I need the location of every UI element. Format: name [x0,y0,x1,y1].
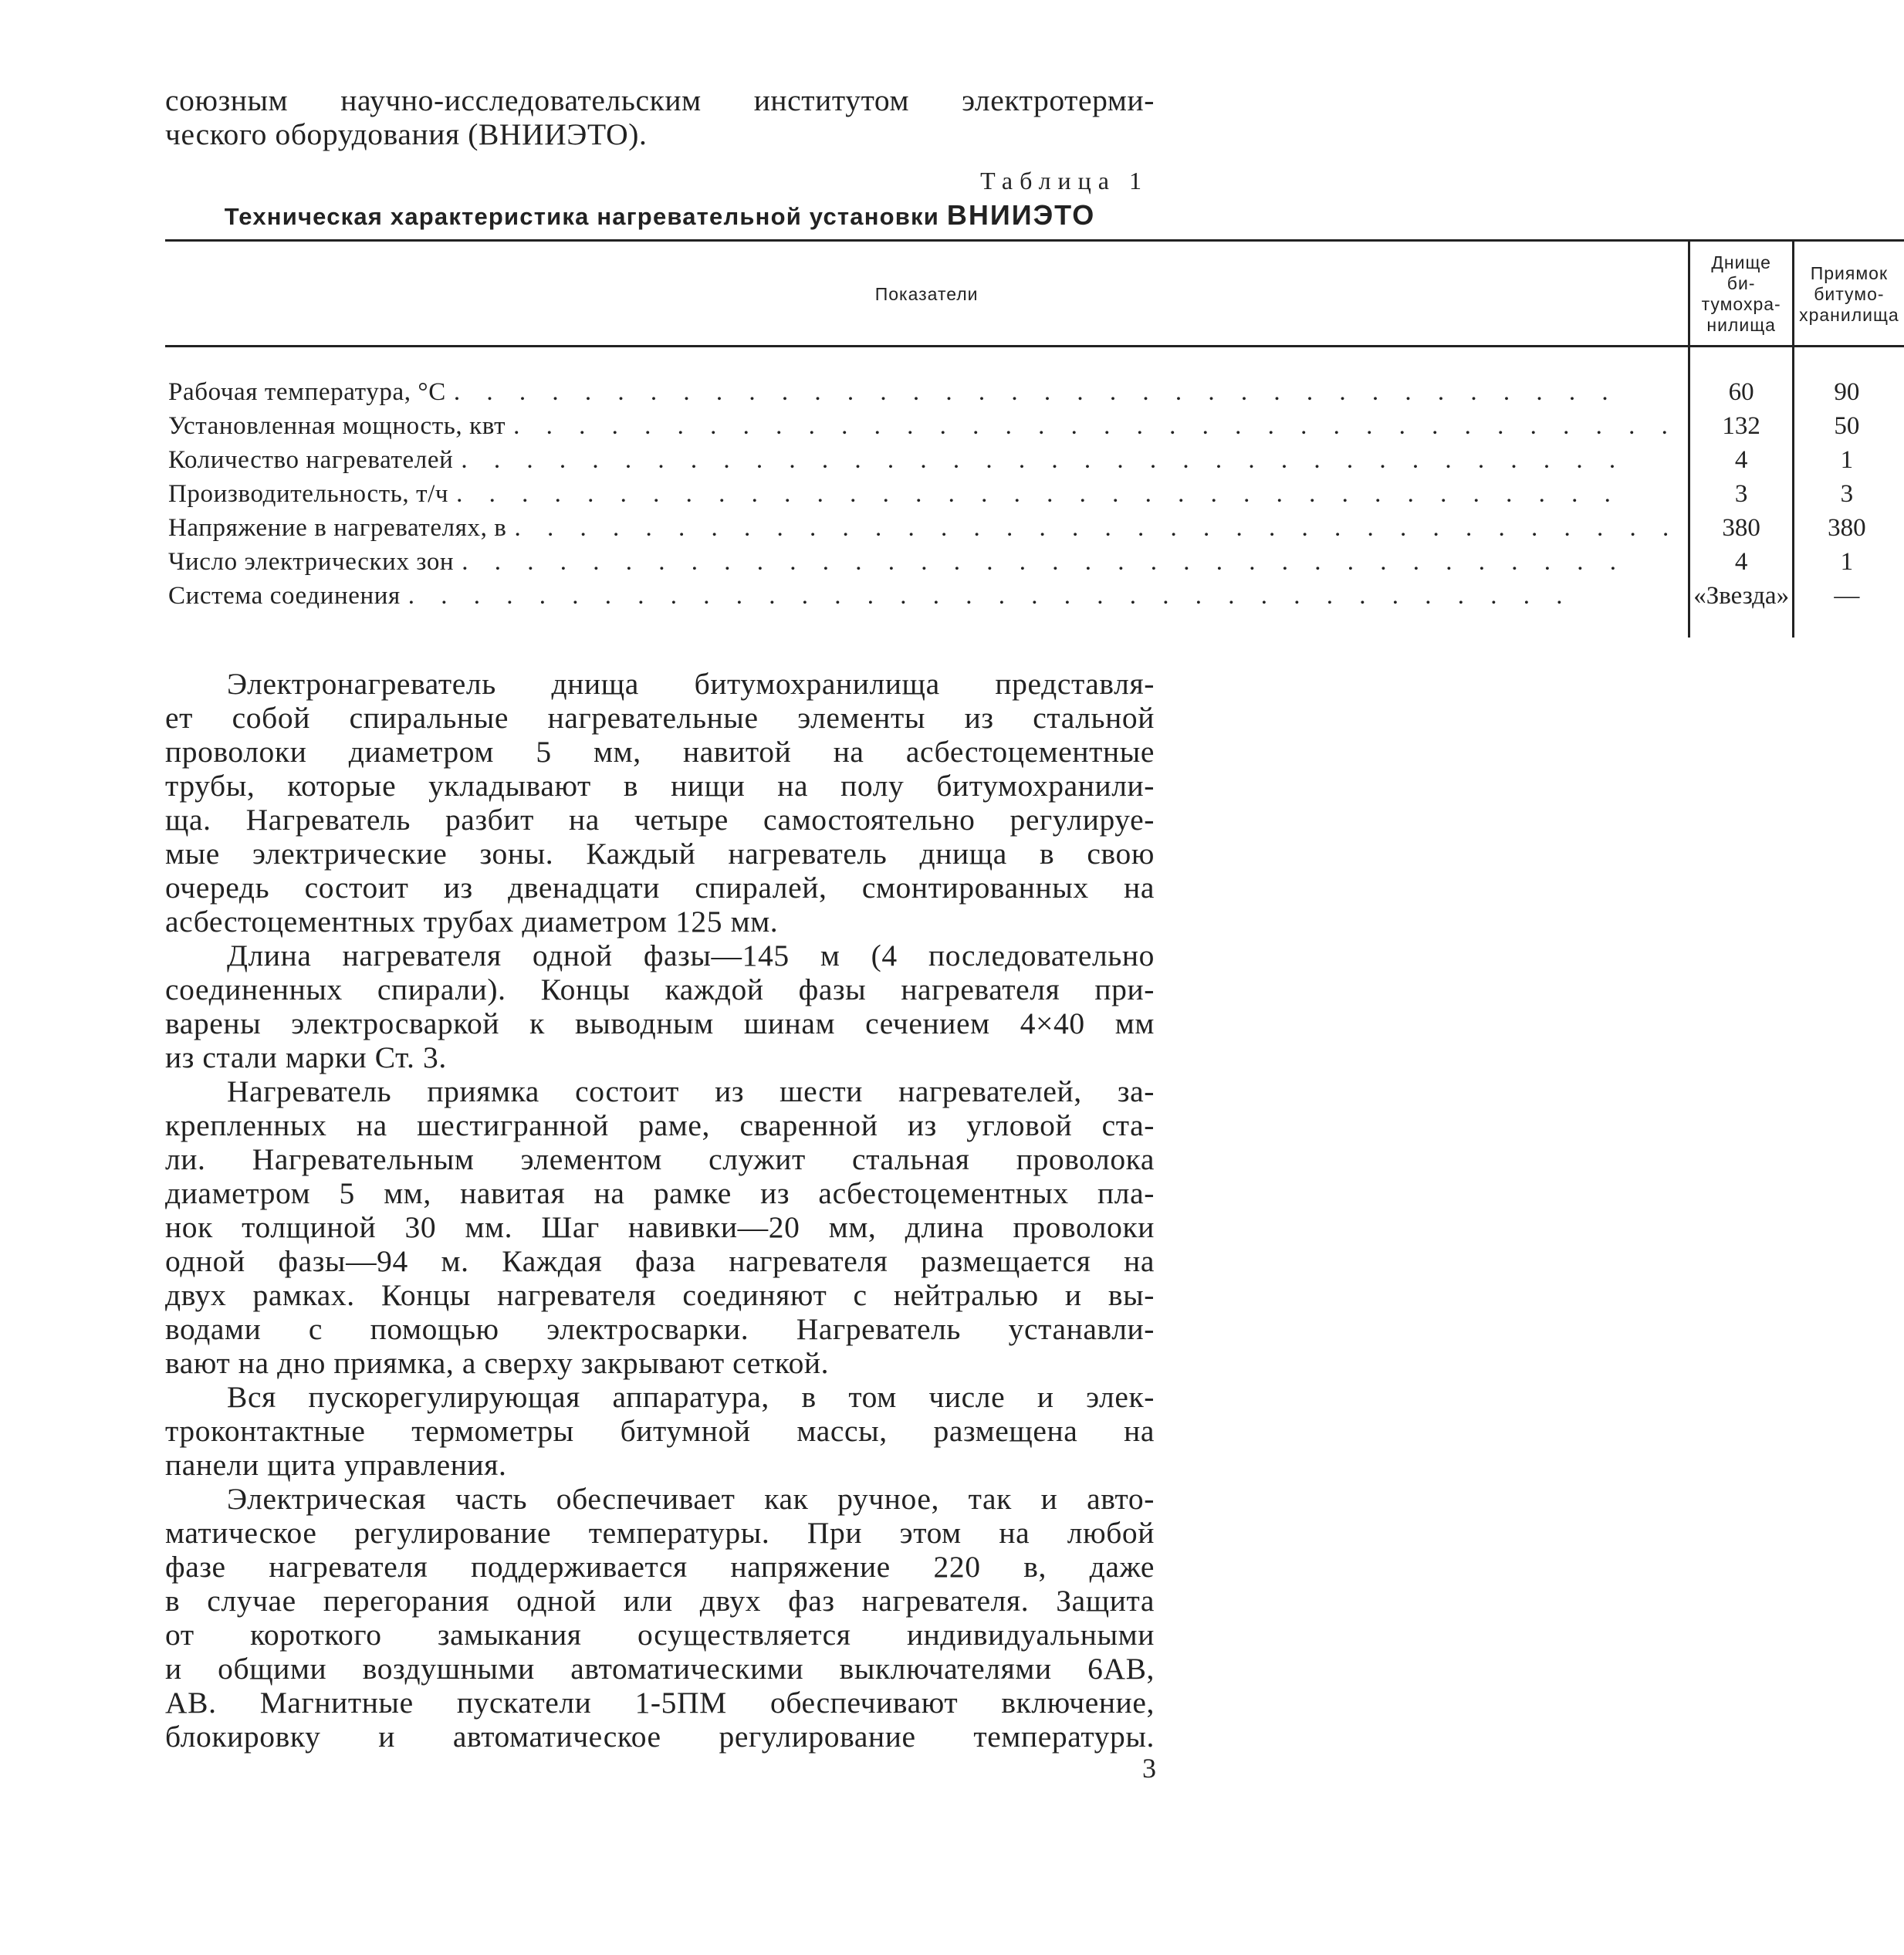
row-label-text: Производительность, т/ч [168,480,449,508]
leader-dots [513,409,1679,443]
header-line: нилища [1706,315,1776,335]
table-row [165,409,1904,443]
text-line: и общими воздушными автоматическими выключателями 6АВ, [165,1652,1155,1686]
text-line: мые электрические зоны. Каждый нагреватель днища в свою [165,837,1155,871]
text-line: очередь состоит из двенадцати спиралей, смонтированных на [165,871,1155,905]
row-label-text: Количество нагревателей [168,446,454,474]
row-label-text: Система соединения [168,582,401,610]
text-line: Электрическая часть обеспечивает как ручное, так и авто- [227,1482,1155,1516]
text-line: из стали марки Ст. 3. [165,1040,447,1074]
paragraph [165,1380,1155,1482]
text-line: матическое регулирование температуры. При этом на любой [165,1516,1155,1550]
cell-bottom-value: 3 [1689,477,1794,511]
text-line: ческого оборудования (ВНИИЭТО). [165,117,648,151]
text-line: ли. Нагревательным элементом служит стальная проволока [165,1142,1155,1176]
text-line: трубы, которые укладывают в нищи на полу битумохранили- [165,769,1155,803]
text-line: в случае перегорания одной или двух фаз нагревателя. Защита [165,1584,1155,1618]
cell-bottom-value: «Звезда» [1689,579,1794,638]
text-line: ща. Нагреватель разбит на четыре самостоятельно регулируе- [165,803,1155,837]
paragraph [165,939,1155,1074]
header-line: тумохра- [1701,294,1781,314]
leader-dots [461,443,1679,477]
row-label-text: Установленная мощность, квт [168,412,506,440]
table-title-name: ВНИИЭТО [946,199,1096,231]
text-line: вают на дно приямка, а сверху закрывают сеткой. [165,1346,830,1380]
table-title-text: Техническая характеристика нагревательной установки [224,203,939,230]
row-label [165,477,1689,511]
body-text [165,667,1155,1754]
cell-pit-value: 50 [1794,409,1904,443]
cell-bottom-value: 4 [1689,545,1794,579]
cell-bottom-value: 60 [1689,347,1794,410]
cell-pit-value: 90 [1794,347,1904,410]
text-line: двух рамках. Концы нагревателя соединяют с нейтралью и вы- [165,1278,1155,1312]
leader-dots [454,375,1679,409]
leader-dots [456,477,1679,511]
cell-bottom-value: 132 [1689,409,1794,443]
text-line: союзным научно-исследовательским институтом электротерми- [165,83,1155,117]
text-line: нок толщиной 30 мм. Шаг навивки—20 мм, длина проволоки [165,1210,1155,1244]
text-line: АВ. Магнитные пускатели 1-5ПМ обеспечивают включение, [165,1686,1155,1720]
header-line: битумо- [1814,283,1885,304]
text-line: панели щита управления. [165,1448,507,1482]
row-label [165,579,1689,638]
text-line: Электронагреватель днища битумохранилища представля- [227,667,1155,701]
text-line: Вся пускорегулирующая аппаратура, в том числе и элек- [227,1380,1155,1414]
header-bottom-storage [1689,241,1794,347]
table-title [165,201,1155,232]
page-number: 3 [1142,1753,1156,1784]
text-line: крепленных на шестигранной раме, сваренной из угловой ста- [165,1108,1155,1142]
text-line: асбестоцементных трубах диаметром 125 мм. [165,905,779,939]
text-line: от короткого замыкания осуществляется индивидуальными [165,1618,1155,1652]
table-row [165,579,1904,638]
intro-text [165,83,1155,151]
row-label [165,347,1689,410]
header-line: Приямок [1810,262,1889,283]
text-line: ет собой спиральные нагревательные элементы из стальной [165,701,1155,735]
row-label-text: Число электрических зон [168,548,455,576]
cell-pit-value: — [1794,579,1904,638]
row-label [165,511,1689,545]
text-line: проволоки диаметром 5 мм, навитой на асбестоцементные [165,735,1155,769]
table-row [165,545,1904,579]
table-row [165,443,1904,477]
text-line: блокировку и автоматическое регулирование температуры. [165,1720,1155,1754]
header-line: Днище би- [1711,252,1771,293]
paragraph [165,1482,1155,1754]
text-line: соединенных спирали). Концы каждой фазы нагревателя при- [165,972,1155,1006]
text-line: диаметром 5 мм, навитая на рамке из асбестоцементных пла- [165,1176,1155,1210]
cell-pit-value: 3 [1794,477,1904,511]
leader-dots [462,545,1679,579]
paragraph [165,667,1155,939]
header-pit-storage [1794,241,1904,347]
row-label [165,443,1689,477]
row-label [165,409,1689,443]
tech-characteristics-table [165,239,1904,638]
text-line: варены электросваркой к выводным шинам сечением 4×40 мм [165,1006,1155,1040]
table-row [165,347,1904,410]
text-line: Нагреватель приямка состоит из шести нагревателей, за- [227,1074,1155,1108]
table-label: Таблица 1 [980,167,1148,194]
table-row [165,511,1904,545]
cell-pit-value: 1 [1794,443,1904,477]
text-line: водами с помощью электросварки. Нагреватель устанавли- [165,1312,1155,1346]
page-content [165,83,1899,1754]
text-line: Длина нагревателя одной фазы—145 м (4 последовательно [227,939,1155,972]
cell-bottom-value: 4 [1689,443,1794,477]
cell-pit-value: 1 [1794,545,1904,579]
cell-pit-value: 380 [1794,511,1904,545]
row-label-text: Напряжение в нагревателях, в [168,514,507,542]
text-line: троконтактные термометры битумной массы, размещена на [165,1414,1155,1448]
header-line: хранилища [1799,304,1899,325]
paragraph [165,1074,1155,1380]
cell-bottom-value: 380 [1689,511,1794,545]
leader-dots [408,579,1679,613]
table-row [165,477,1904,511]
leader-dots [514,511,1679,545]
text-line: фазе нагревателя поддерживается напряжение 220 в, даже [165,1550,1155,1584]
table-header-row [165,241,1904,347]
row-label [165,545,1689,579]
row-label-text: Рабочая температура, °С [168,378,446,406]
header-indicators: Показатели [165,241,1689,347]
text-line: одной фазы—94 м. Каждая фаза нагревателя размещается на [165,1244,1155,1278]
